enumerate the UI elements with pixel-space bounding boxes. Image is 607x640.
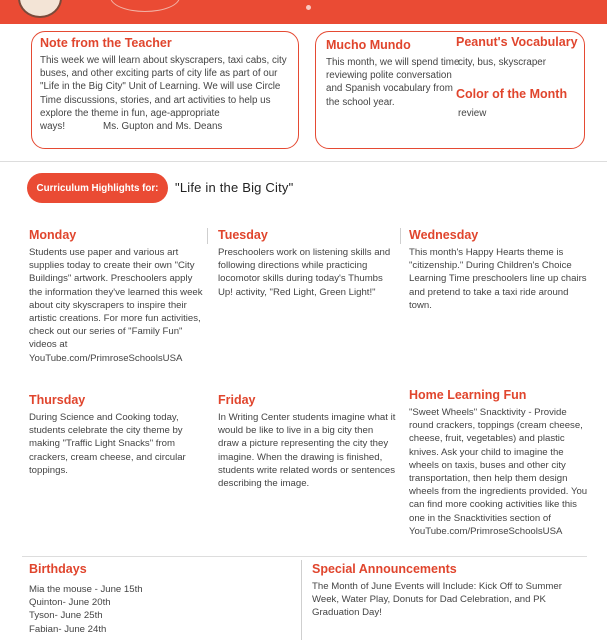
friday-body: In Writing Center students imagine what it would be like to live in a big city then draw a picture representing the city they imagine. When the drawing is finished, students write related words or sentences describing the image. [218, 412, 396, 490]
teacher-note-title: Note from the Teacher [40, 36, 172, 50]
thursday-title: Thursday [29, 393, 86, 407]
announcements-section [312, 562, 587, 620]
birthday-list [29, 583, 289, 636]
curriculum-theme: "Life in the Big City" [175, 180, 294, 195]
header-banner [0, 0, 607, 24]
mucho-mundo-body: This month, we will spend time reviewing polite conversation and Spanish vocabulary from the school year. [326, 57, 460, 108]
wednesday-section [409, 228, 589, 312]
wednesday-body: This month's Happy Hearts theme is "citizenship." During Children's Choice Learning Time preschoolers line up chairs and pretend to take a taxi ride around town. [409, 247, 587, 311]
monday-title: Monday [29, 228, 77, 242]
teacher-signature: Ms. Gupton and Ms. Deans [103, 121, 223, 133]
info-box [315, 31, 585, 149]
birthdays-section [29, 562, 289, 636]
home-learning-title: Home Learning Fun [409, 388, 527, 402]
friday-title: Friday [218, 393, 256, 407]
teacher-note-body [40, 54, 294, 133]
birthday-item: Fabian- June 24th [29, 623, 107, 635]
birthdays-title: Birthdays [29, 562, 87, 576]
color-month-body: review [458, 108, 487, 119]
mucho-mundo-title: Mucho Mundo [326, 38, 411, 52]
thursday-body: During Science and Cooking today, students celebrate the city theme by making "Traffic Light Snacks" from crackers, cream cheese, and circular toppings. [29, 412, 186, 476]
vocabulary-body: city, bus, skyscraper [458, 57, 547, 68]
column-divider [207, 228, 208, 244]
divider [22, 556, 587, 557]
tuesday-title: Tuesday [218, 228, 268, 242]
tuesday-section [218, 228, 396, 299]
column-divider [301, 560, 302, 640]
divider [0, 161, 607, 162]
home-learning-body: "Sweet Wheels" Snacktivity - Provide round crackers, toppings (cream cheese, cheese, fruit, vegetables) and plastic knives. Ask your child to imagine the wheels on taxis, buses and other city transportation, then help them design wheels from the ingredients provided. You can find more cooking activities like this one in the Snacktivities section of YouTube.com/PrimroseSchoolsUSA [409, 407, 588, 537]
banner-decoration [110, 0, 180, 12]
monday-section [29, 228, 205, 365]
birthday-item: Tyson- June 25th [29, 610, 103, 622]
birthday-item: Mia the mouse - June 15th [29, 584, 143, 595]
wednesday-title: Wednesday [409, 228, 479, 242]
banner-dot [306, 5, 311, 10]
curriculum-label: Curriculum Highlights for: [27, 173, 168, 203]
mascot-illustration [18, 0, 62, 18]
teacher-note-text: This week we will learn about skyscrapers, taxi cabs, city buses, and other exciting parts of city life as part of our "Life in the Big City" Unit of Learning. We will use Circle Time discussions, stories, and art activities to help us explore the theme in fun, age-appropriate ways! [40, 55, 287, 133]
announcements-title: Special Announcements [312, 562, 457, 576]
color-month-title: Color of the Month [456, 87, 568, 101]
teacher-note-box [31, 31, 299, 149]
announcements-body: The Month of June Events will Include: Kick Off to Summer Week, Water Play, Donuts for Dad Celebration, and PK Graduation Day! [312, 581, 562, 619]
vocabulary-title: Peanut's Vocabulary [456, 35, 578, 49]
birthday-item: Quinton- June 20th [29, 597, 111, 609]
tuesday-body: Preschoolers work on listening skills and following directions while practicing locomotor skills during today's Thumbs Up! activity, "Red Light, Green Light!" [218, 247, 391, 298]
monday-body: Students use paper and various art supplies today to create their own "City Buildings" artwork. Preschoolers apply the information they've learned this week about city skyscrapers to inspire their artistic creations. For more fun activities, check out our series of "Family Fun" videos at YouTube.com/PrimroseSchoolsUSA [29, 247, 203, 364]
home-learning-section [409, 388, 591, 538]
column-divider [400, 228, 401, 244]
thursday-section [29, 393, 205, 477]
friday-section [218, 393, 396, 490]
